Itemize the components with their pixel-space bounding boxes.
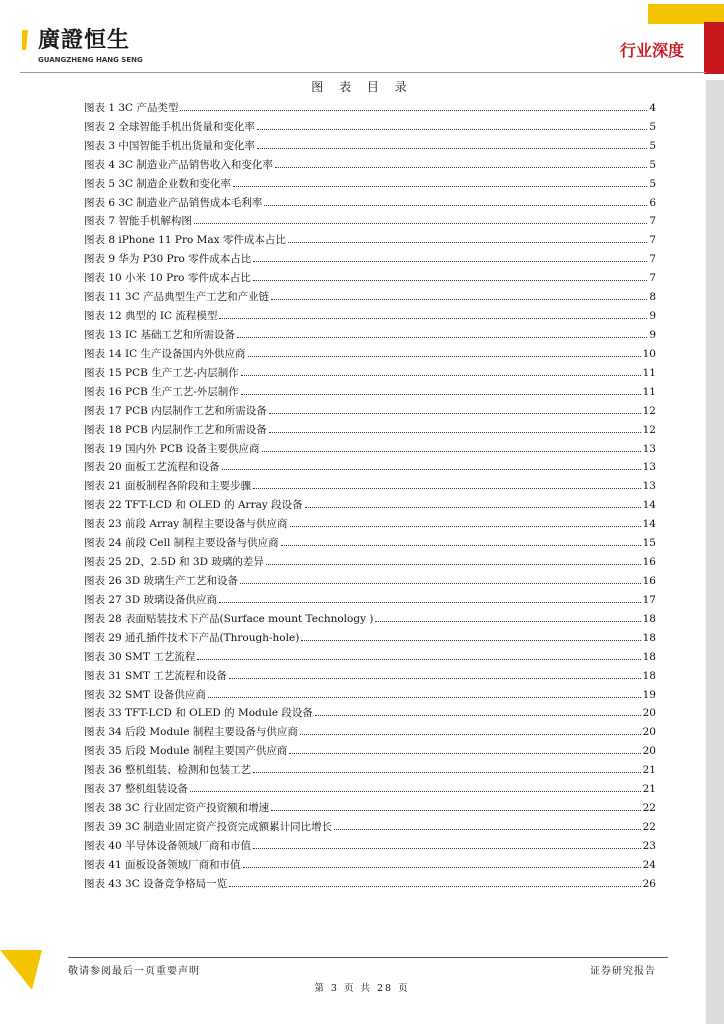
toc-leader-dots xyxy=(271,299,647,300)
right-margin-bar xyxy=(706,80,724,1024)
toc-leader-dots xyxy=(229,678,641,679)
toc-entry-label: 图表 26 3D 玻璃生产工艺和设备 xyxy=(84,574,238,587)
toc-entry-label: 图表 16 PCB 生产工艺-外层制作 xyxy=(84,385,239,398)
toc-entry[interactable] xyxy=(84,304,656,323)
toc-leader-dots xyxy=(241,375,641,376)
toc-entry-page: 16 xyxy=(642,556,656,569)
toc-entry-page: 7 xyxy=(649,253,656,266)
toc-entry-label: 图表 9 华为 P30 Pro 零件成本占比 xyxy=(84,253,252,266)
toc-entry[interactable] xyxy=(84,172,656,191)
toc-entry-label: 图表 40 半导体设备领域厂商和市值 xyxy=(84,839,252,852)
toc-entry[interactable] xyxy=(84,399,656,418)
header-yellow-band xyxy=(648,4,724,24)
toc-leader-dots xyxy=(229,886,641,887)
toc-leader-dots xyxy=(248,356,641,357)
toc-entry[interactable] xyxy=(84,210,656,229)
toc-entry-page: 13 xyxy=(642,442,656,455)
toc-entry[interactable] xyxy=(84,247,656,266)
toc-entry-page: 14 xyxy=(642,518,656,531)
toc-entry-label: 图表 18 PCB 内层制作工艺和所需设备 xyxy=(84,423,267,436)
toc-entry[interactable] xyxy=(84,361,656,380)
toc-entry-label: 图表 35 后段 Module 制程主要国产供应商 xyxy=(84,745,288,758)
toc-entry-label: 图表 13 IC 基础工艺和所需设备 xyxy=(84,328,236,341)
toc-entry-label: 图表 31 SMT 工艺流程和设备 xyxy=(84,669,227,682)
toc-entry-label: 图表 32 SMT 设备供应商 xyxy=(84,688,206,701)
toc-entry-page: 21 xyxy=(642,764,656,777)
toc-entry-label: 图表 4 3C 制造业产品销售收入和变化率 xyxy=(84,158,273,171)
toc-entry-label: 图表 27 3D 玻璃设备供应商 xyxy=(84,593,217,606)
toc-entry-page: 5 xyxy=(649,158,656,171)
toc-entry-label: 图表 8 iPhone 11 Pro Max 零件成本占比 xyxy=(84,234,286,247)
toc-leader-dots xyxy=(266,564,641,565)
toc-entry[interactable] xyxy=(84,285,656,304)
footer-report-label: 证券研究报告 xyxy=(590,966,656,977)
toc-entry-page: 17 xyxy=(642,593,656,606)
toc-entry-label: 图表 28 表面贴装技术下产品(Surface mount Technology ) xyxy=(84,612,374,625)
toc-leader-dots xyxy=(253,261,647,262)
toc-leader-dots xyxy=(275,167,647,168)
toc-entry[interactable] xyxy=(84,626,656,645)
toc-leader-dots xyxy=(253,772,641,773)
toc-entry-page: 5 xyxy=(649,177,656,190)
toc-leader-dots xyxy=(269,432,641,433)
toc-entry-label: 图表 39 3C 制造业固定资产投资完成额累计同比增长 xyxy=(84,820,333,833)
toc-entry-page: 26 xyxy=(642,877,656,890)
toc-entry[interactable] xyxy=(84,683,656,702)
toc-entry-label: 图表 25 2D、2.5D 和 3D 玻璃的差异 xyxy=(84,556,264,569)
toc-leader-dots xyxy=(190,791,641,792)
toc-leader-dots xyxy=(262,451,641,452)
toc-entry-page: 24 xyxy=(642,858,656,871)
toc-entry-label: 图表 12 典型的 IC 流程模型 xyxy=(84,310,218,323)
toc-leader-dots xyxy=(253,488,641,489)
toc-entry[interactable] xyxy=(84,777,656,796)
toc-entry-label: 图表 19 国内外 PCB 设备主要供应商 xyxy=(84,442,260,455)
brand-name-en: GUANGZHENG HANG SENG xyxy=(38,56,143,64)
toc-entry-page: 11 xyxy=(642,366,656,379)
logo-mark-icon xyxy=(22,30,32,50)
toc-entry-label: 图表 6 3C 制造业产品销售成本毛利率 xyxy=(84,196,263,209)
toc-leader-dots xyxy=(375,621,640,622)
toc-entry[interactable] xyxy=(84,456,656,475)
toc-entry[interactable] xyxy=(84,153,656,172)
toc-entry[interactable] xyxy=(84,853,656,872)
toc-leader-dots xyxy=(243,867,641,868)
toc-entry-page: 6 xyxy=(649,196,656,209)
toc-leader-dots xyxy=(257,148,647,149)
toc-entry-page: 13 xyxy=(642,480,656,493)
toc-leader-dots xyxy=(237,337,647,338)
toc-leader-dots xyxy=(289,753,640,754)
toc-entry[interactable] xyxy=(84,702,656,721)
footer-disclaimer: 敬请参阅最后一页重要声明 xyxy=(68,966,200,977)
toc-leader-dots xyxy=(253,280,647,281)
toc-entry[interactable] xyxy=(84,664,656,683)
toc-entry-label: 图表 33 TFT-LCD 和 OLED 的 Module 段设备 xyxy=(84,707,313,720)
brand-name-cn: 廣證恒生 xyxy=(38,28,131,53)
toc-entry[interactable] xyxy=(84,872,656,891)
toc-title: 图 表 目 录 xyxy=(311,80,413,94)
toc-entry[interactable] xyxy=(84,266,656,285)
header-red-tab xyxy=(704,22,724,74)
toc-leader-dots xyxy=(271,810,641,811)
toc-entry-page: 16 xyxy=(642,574,656,587)
toc-entry-page: 21 xyxy=(642,783,656,796)
toc-leader-dots xyxy=(197,659,640,660)
toc-entry[interactable] xyxy=(84,739,656,758)
toc-leader-dots xyxy=(288,242,647,243)
toc-entry[interactable] xyxy=(84,418,656,437)
toc-entry[interactable] xyxy=(84,115,656,134)
toc-entry-page: 18 xyxy=(642,669,656,682)
toc-entry-page: 22 xyxy=(642,820,656,833)
toc-leader-dots xyxy=(240,583,641,584)
page-indicator: 第 3 页 共 28 页 xyxy=(314,983,410,994)
toc-leader-dots xyxy=(219,602,641,603)
toc-entry[interactable] xyxy=(84,645,656,664)
toc-entry-page: 23 xyxy=(642,839,656,852)
brand-logo xyxy=(22,28,172,68)
toc-leader-dots xyxy=(315,715,641,716)
toc-entry-label: 图表 14 IC 生产设备国内外供应商 xyxy=(84,347,246,360)
toc-leader-dots xyxy=(281,545,641,546)
toc-entry-label: 图表 38 3C 行业固定资产投资额和增速 xyxy=(84,802,270,815)
toc-leader-dots xyxy=(241,394,641,395)
toc-entry-page: 18 xyxy=(642,650,656,663)
toc-entry-page: 18 xyxy=(642,631,656,644)
toc-entry-label: 图表 2 全球智能手机出货量和变化率 xyxy=(84,120,255,133)
toc-entry-label: 图表 21 面板制程各阶段和主要步骤 xyxy=(84,480,252,493)
toc-entry[interactable] xyxy=(84,815,656,834)
toc-entry[interactable] xyxy=(84,228,656,247)
toc-entry-label: 图表 43 3C 设备竞争格局一览 xyxy=(84,877,228,890)
toc-entry-label: 图表 11 3C 产品典型生产工艺和产业链 xyxy=(84,291,270,304)
toc-entry[interactable] xyxy=(84,834,656,853)
toc-leader-dots xyxy=(301,640,640,641)
toc-entry[interactable] xyxy=(84,437,656,456)
toc-leader-dots xyxy=(300,734,641,735)
toc-leader-dots xyxy=(334,829,641,830)
toc-entry[interactable] xyxy=(84,607,656,626)
toc-entry-label: 图表 22 TFT-LCD 和 OLED 的 Array 段设备 xyxy=(84,499,303,512)
toc-entry-label: 图表 29 通孔插件技术下产品(Through-hole) xyxy=(84,631,300,644)
toc-entry-label: 图表 10 小米 10 Pro 零件成本占比 xyxy=(84,272,251,285)
toc-entry-label: 图表 15 PCB 生产工艺-内层制作 xyxy=(84,366,239,379)
toc-entry-label: 图表 34 后段 Module 制程主要设备与供应商 xyxy=(84,726,298,739)
toc-entry-page: 9 xyxy=(649,328,656,341)
toc-leader-dots xyxy=(264,205,647,206)
toc-entry[interactable] xyxy=(84,758,656,777)
toc-leader-dots xyxy=(180,110,647,111)
header-divider xyxy=(20,72,706,73)
toc-entry[interactable] xyxy=(84,531,656,550)
toc-leader-dots xyxy=(222,469,641,470)
toc-entry-page: 20 xyxy=(642,745,656,758)
toc-entry-label: 图表 30 SMT 工艺流程 xyxy=(84,650,196,663)
toc-entry-page: 7 xyxy=(649,234,656,247)
toc-leader-dots xyxy=(219,318,647,319)
toc-entry-page: 20 xyxy=(642,726,656,739)
toc-entry-page: 8 xyxy=(649,291,656,304)
toc-entry-label: 图表 23 前段 Array 制程主要设备与供应商 xyxy=(84,518,288,531)
toc-entry-label: 图表 36 整机组装、检测和包装工艺 xyxy=(84,764,252,777)
toc-entry-page: 12 xyxy=(642,423,656,436)
toc-entry[interactable] xyxy=(84,588,656,607)
toc-leader-dots xyxy=(233,186,647,187)
toc-entry-page: 20 xyxy=(642,707,656,720)
toc-entry-page: 4 xyxy=(649,101,656,114)
toc-entry[interactable] xyxy=(84,134,656,153)
toc-entry-page: 9 xyxy=(649,310,656,323)
toc-entry-page: 14 xyxy=(642,499,656,512)
toc-entry-page: 22 xyxy=(642,802,656,815)
toc-entry-label: 图表 20 面板工艺流程和设备 xyxy=(84,461,220,474)
toc-entry-label: 图表 37 整机组装设备 xyxy=(84,783,189,796)
toc-leader-dots xyxy=(290,526,641,527)
toc-entry-label: 图表 7 智能手机解构图 xyxy=(84,215,192,228)
toc-entry-page: 11 xyxy=(642,385,656,398)
toc-entry[interactable] xyxy=(84,493,656,512)
toc-entry[interactable] xyxy=(84,380,656,399)
toc-leader-dots xyxy=(253,848,641,849)
toc-entry-page: 7 xyxy=(649,215,656,228)
toc-entry-page: 18 xyxy=(642,612,656,625)
toc-entry-label: 图表 24 前段 Cell 制程主要设备与供应商 xyxy=(84,537,279,550)
toc-entry-page: 10 xyxy=(642,347,656,360)
toc-entry-label: 图表 3 中国智能手机出货量和变化率 xyxy=(84,139,255,152)
toc-entry[interactable] xyxy=(84,796,656,815)
toc-leader-dots xyxy=(208,697,641,698)
toc-entry-label: 图表 5 3C 制造企业数和变化率 xyxy=(84,177,231,190)
toc-entry[interactable] xyxy=(84,323,656,342)
toc-leader-dots xyxy=(269,413,641,414)
toc-leader-dots xyxy=(305,507,641,508)
toc-entry[interactable] xyxy=(84,512,656,531)
toc-entry-label: 图表 1 3C 产品类型 xyxy=(84,101,179,114)
toc-entry-page: 12 xyxy=(642,404,656,417)
report-type-label: 行业深度 xyxy=(620,41,685,60)
toc-leader-dots xyxy=(194,223,647,224)
toc-entry-page: 15 xyxy=(642,537,656,550)
toc-entry-page: 7 xyxy=(649,272,656,285)
toc-entry[interactable] xyxy=(84,474,656,493)
toc-entry[interactable] xyxy=(84,569,656,588)
toc-entry-page: 13 xyxy=(642,461,656,474)
toc-entry-page: 5 xyxy=(649,120,656,133)
toc-list xyxy=(84,96,656,891)
toc-entry[interactable] xyxy=(84,96,656,115)
toc-entry[interactable] xyxy=(84,342,656,361)
toc-entry[interactable] xyxy=(84,720,656,739)
toc-entry-page: 5 xyxy=(649,139,656,152)
toc-entry-label: 图表 41 面板设备领域厂商和市值 xyxy=(84,858,241,871)
toc-entry-label: 图表 17 PCB 内层制作工艺和所需设备 xyxy=(84,404,267,417)
toc-entry-page: 19 xyxy=(642,688,656,701)
toc-entry[interactable] xyxy=(84,191,656,210)
toc-entry[interactable] xyxy=(84,550,656,569)
footer-divider xyxy=(68,957,668,958)
toc-leader-dots xyxy=(257,129,647,130)
